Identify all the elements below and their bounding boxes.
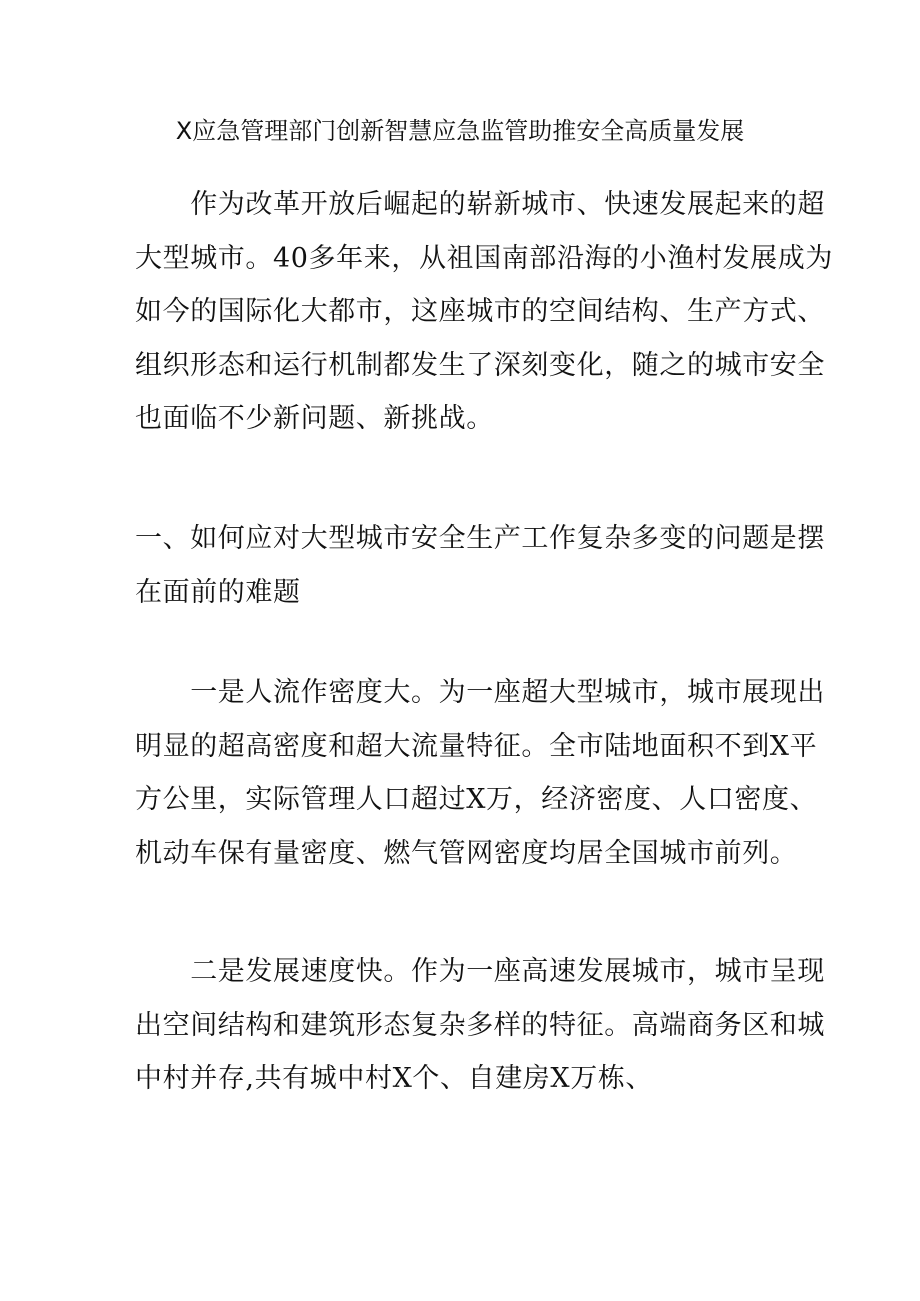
paragraph-line: 如今的国际化大都市，这座城市的空间结构、生产方式、 bbox=[135, 296, 825, 327]
paragraph-line: 一是人流作密度大。为一座超大型城市，城市展现出 bbox=[135, 677, 825, 708]
paragraph-line: 明显的超高密度和超大流量特征。全市陆地面积不到X平 bbox=[135, 730, 818, 762]
document-title: X应急管理部门创新智慧应急监管助推安全高质量发展 bbox=[175, 117, 745, 145]
paragraph-line: 作为改革开放后崛起的崭新城市、快速发展起来的超 bbox=[135, 189, 825, 220]
paragraph-population-density bbox=[135, 666, 825, 880]
section-heading-1 bbox=[135, 512, 825, 619]
paragraph-line: 大型城市。40多年来，从祖国南部沿海的小渔村发展成为 bbox=[135, 242, 833, 274]
paragraph-line: 机动车保有量密度、燃气管网密度均居全国城市前列。 bbox=[135, 837, 798, 869]
paragraph-line: 中村并存,共有城中村X个、自建房X万栋、 bbox=[135, 1063, 654, 1094]
heading-line: 在面前的难题 bbox=[135, 576, 301, 608]
paragraph-line: 出空间结构和建筑形态复杂多样的特征。高端商务区和城 bbox=[135, 1009, 825, 1041]
paragraph-line: 也面临不少新问题、新挑战。 bbox=[135, 403, 494, 434]
paragraph-line: 二是发展速度快。作为一座高速发展城市，城市呈现 bbox=[135, 956, 825, 987]
paragraph-line: 组织形态和运行机制都发生了深刻变化，随之的城市安全 bbox=[135, 349, 825, 381]
paragraph-development-speed bbox=[135, 945, 825, 1106]
paragraph-intro bbox=[135, 178, 833, 446]
heading-line: 一、如何应对大型城市安全生产工作复杂多变的问题是摆 bbox=[135, 523, 825, 554]
paragraph-line: 方公里，实际管理人口超过X万，经济密度、人口密度、 bbox=[135, 784, 818, 815]
